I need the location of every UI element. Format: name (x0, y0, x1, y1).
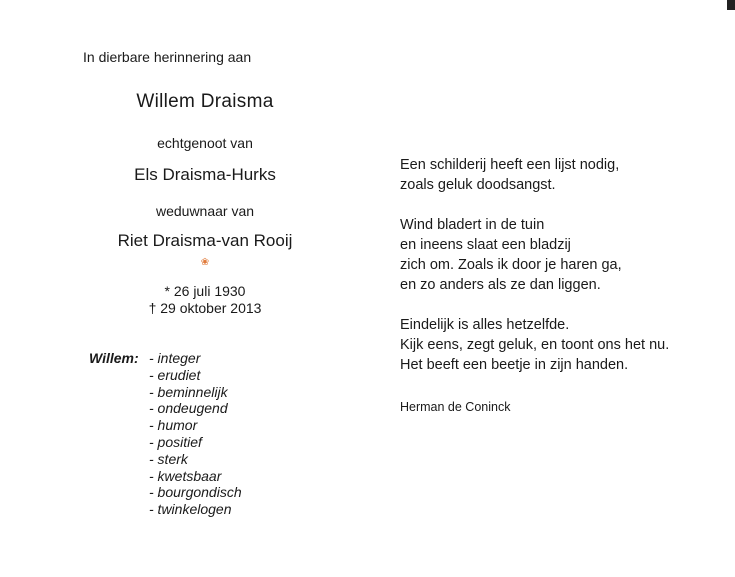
spouse-1-name: Els Draisma-Hurks (134, 165, 276, 184)
relation-spouse-1: echtgenoot van (157, 135, 253, 151)
poem (400, 155, 720, 395)
trait-item: - beminnelijk (149, 383, 228, 400)
relation-spouse-2: weduwnaar van (155, 203, 255, 219)
poem-line: Het beeft een beetje in zijn handen. (400, 357, 629, 373)
poem-line: Kijk eens, zegt geluk, en toont ons het nu. (400, 337, 670, 353)
trait-item: - integer (149, 350, 201, 366)
poem-stanza-3 (400, 315, 720, 375)
trait-item: - erudiet (149, 366, 201, 383)
deceased-name: Willem Draisma (136, 91, 274, 112)
trait-item: - positief (149, 433, 202, 450)
traits-label: Willem: (89, 350, 139, 366)
poem-line: Een schilderij heeft een lijst nodig, (400, 157, 620, 173)
trait-item: - sterk (149, 450, 188, 467)
intro-text: In dierbare herinnering aan (83, 49, 252, 65)
trait-item: - twinkelogen (149, 501, 232, 518)
poem-author: Herman de Coninck (400, 400, 511, 414)
trait-item: - ondeugend (149, 400, 228, 417)
poem-line: Eindelijk is alles hetzelfde. (400, 317, 570, 333)
poem-line: Wind bladert in de tuin (400, 217, 545, 233)
trait-item: - bourgondisch (149, 484, 242, 501)
poem-stanza-2 (400, 215, 720, 295)
corner-mark (727, 0, 735, 10)
trait-item: - humor (149, 417, 198, 434)
traits-list (149, 350, 242, 518)
poem-line: zoals geluk doodsangst. (400, 177, 556, 193)
birth-date: * 26 juli 1930 (164, 283, 246, 299)
death-date: † 29 oktober 2013 (148, 300, 262, 316)
trait-item: - kwetsbaar (149, 467, 222, 484)
poem-line: en zo anders als ze dan liggen. (400, 277, 601, 293)
spouse-2-name: Riet Draisma-van Rooij (117, 231, 293, 250)
poem-line: zich om. Zoals ik door je haren ga, (400, 257, 622, 273)
poem-line: en ineens slaat een bladzij (400, 237, 571, 253)
flower-icon: ❀ (200, 257, 210, 268)
life-dates (60, 283, 350, 317)
poem-stanza-1 (400, 155, 720, 195)
